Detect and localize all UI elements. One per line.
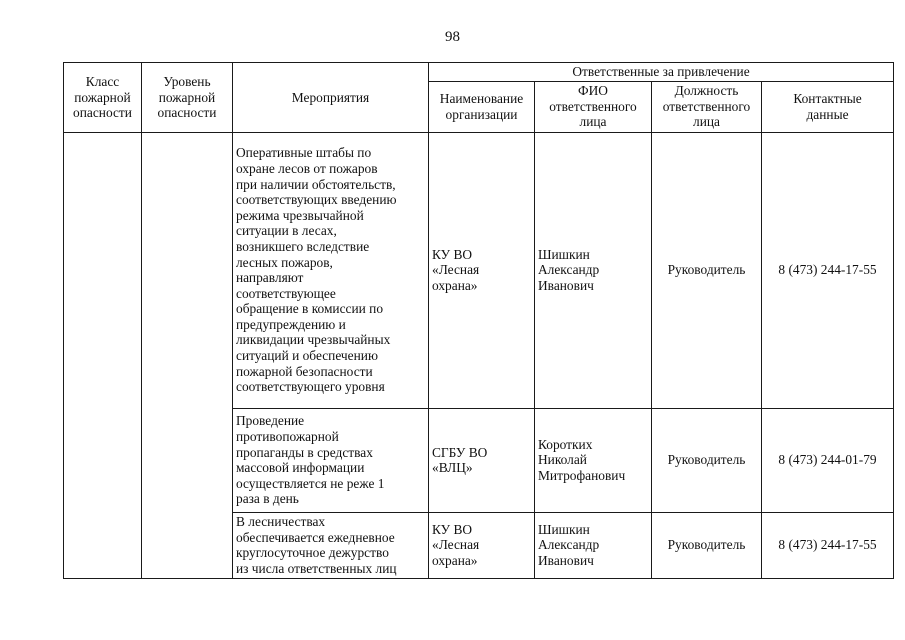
page-number: 98 bbox=[445, 29, 460, 45]
cell-level bbox=[142, 132, 233, 578]
cell-position: Руководитель bbox=[652, 408, 762, 512]
cell-contacts: 8 (473) 244-01-79 bbox=[762, 408, 894, 512]
cell-organization: КУ ВО «Лесная охрана» bbox=[429, 512, 535, 578]
cell-action: Оперативные штабы по охране лесов от пожаров при наличии обстоятельств, соответствующих введению режима чрезвычайной ситуации в лесах, возникшего вследствие лесных пожаров, направляют соответствующее обращение в комиссии по предупреждению и ликвидации чрезвычайных ситуаций и обеспечению пожарной безопасности соответствующего уровня bbox=[233, 132, 429, 408]
cell-fio: Коротких Николай Митрофанович bbox=[535, 408, 652, 512]
header-position: Должность ответственного лица bbox=[652, 81, 762, 132]
responsibility-table bbox=[63, 62, 894, 579]
cell-fio: Шишкин Александр Иванович bbox=[535, 132, 652, 408]
header-class: Класс пожарной опасности bbox=[64, 63, 142, 133]
cell-contacts: 8 (473) 244-17-55 bbox=[762, 512, 894, 578]
header-actions: Мероприятия bbox=[233, 63, 429, 133]
header-fio: ФИО ответственного лица bbox=[535, 81, 652, 132]
cell-fio: Шишкин Александр Иванович bbox=[535, 512, 652, 578]
cell-organization: КУ ВО «Лесная охрана» bbox=[429, 132, 535, 408]
header-row-top bbox=[64, 63, 894, 82]
header-responsible-group: Ответственные за привлечение bbox=[429, 63, 894, 82]
table-row bbox=[64, 132, 894, 408]
cell-action: В лесничествах обеспечивается ежедневное круглосуточное дежурство из числа ответственных лиц bbox=[233, 512, 429, 578]
cell-class bbox=[64, 132, 142, 578]
cell-contacts: 8 (473) 244-17-55 bbox=[762, 132, 894, 408]
header-organization: Наименование организации bbox=[429, 81, 535, 132]
cell-position: Руководитель bbox=[652, 512, 762, 578]
cell-position: Руководитель bbox=[652, 132, 762, 408]
header-contacts: Контактные данные bbox=[762, 81, 894, 132]
header-level: Уровень пожарной опасности bbox=[142, 63, 233, 133]
cell-organization: СГБУ ВО «ВЛЦ» bbox=[429, 408, 535, 512]
cell-action: Проведение противопожарной пропаганды в средствах массовой информации осуществляется не реже 1 раза в день bbox=[233, 408, 429, 512]
